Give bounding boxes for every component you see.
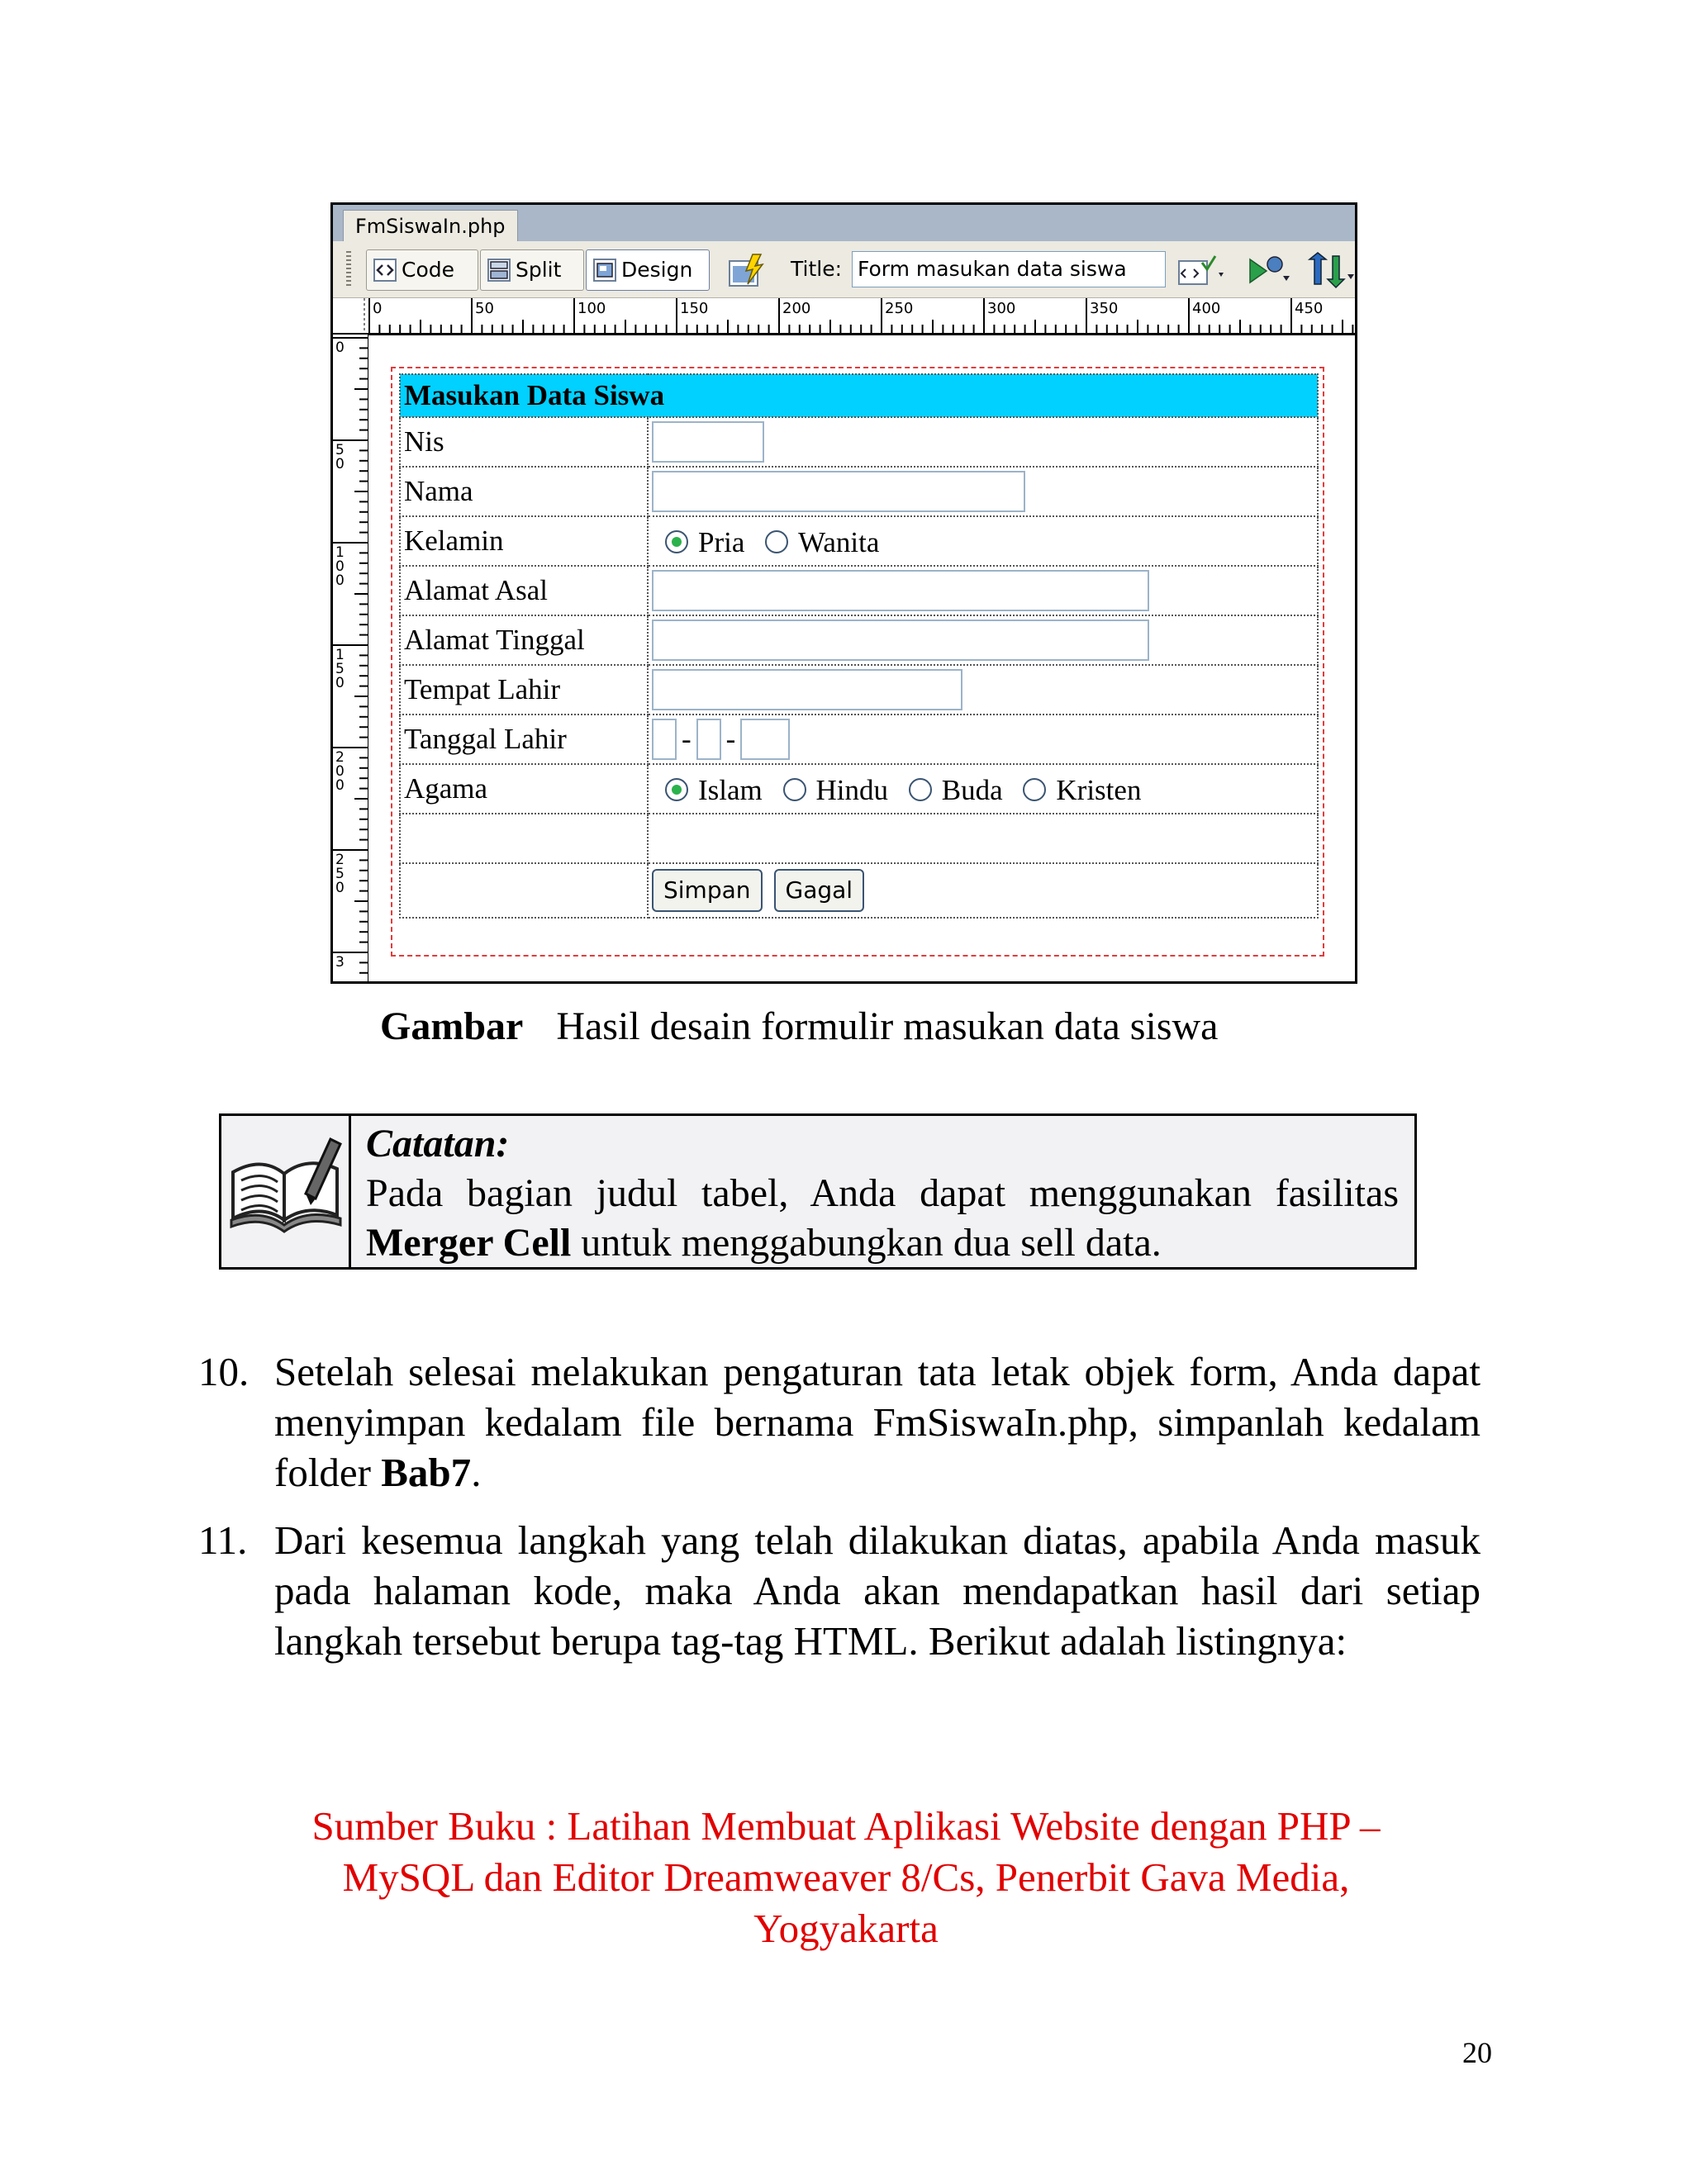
simpan-button[interactable]: Simpan <box>652 869 763 912</box>
form-row-tanggal-lahir <box>400 715 1318 764</box>
document-tab-bar <box>333 205 1355 241</box>
empty-cell <box>400 814 648 863</box>
form-row-nama <box>400 467 1318 516</box>
page-number: 20 <box>1462 2036 1492 2069</box>
caption-text: Hasil desain formulir masukan data siswa <box>556 1004 1219 1048</box>
tanggal-month-input[interactable] <box>696 719 721 760</box>
cell-alamat-asal <box>648 566 1318 615</box>
note-icon-cell <box>221 1116 351 1267</box>
label-alamat-tinggal: Alamat Tinggal <box>400 615 648 665</box>
preview-in-browser-icon[interactable] <box>1247 253 1295 287</box>
note-content <box>366 1119 1399 1268</box>
radio-hindu[interactable] <box>783 778 806 801</box>
step-text: Dari kesemua langkah yang telah dilakukan diatas, apabila Anda masuk pada halaman kode, maka Anda akan mendapatkan hasil dari setiap langkah tersebut berupa tag-tag HTML. Berikut adalah listingnya: <box>274 1517 1480 1664</box>
vruler-label-100: 100 <box>335 544 345 589</box>
radio-buda[interactable] <box>909 778 932 801</box>
ruler-label-100: 100 <box>577 300 606 317</box>
note-box <box>219 1113 1417 1270</box>
cell-tempat-lahir <box>648 665 1318 715</box>
note-bold-term: Merger Cell <box>366 1221 572 1265</box>
radio-kristen[interactable] <box>1023 778 1046 801</box>
cell-alamat-tinggal <box>648 615 1318 665</box>
step-number: 11. <box>198 1517 248 1563</box>
cell-buttons <box>648 863 1318 918</box>
cell-agama <box>648 764 1318 814</box>
radio-kristen-label: Kristen <box>1056 773 1142 806</box>
vruler-label-150: 150 <box>335 647 345 691</box>
code-view-label: Code <box>402 258 455 282</box>
source-line-2: MySQL dan Editor Dreamweaver 8/Cs, Penerbit Gava Media, <box>342 1854 1350 1900</box>
toolbar-grip[interactable] <box>346 251 351 287</box>
step-number: 10. <box>198 1349 250 1394</box>
ruler-label-0: 0 <box>373 300 383 317</box>
ruler-label-150: 150 <box>680 300 709 317</box>
vruler-label-300: 3 <box>335 954 345 971</box>
note-text-end: untuk menggabungkan dua sell data. <box>571 1221 1162 1265</box>
ruler-label-250: 250 <box>885 300 914 317</box>
form-header-row <box>400 374 1318 417</box>
cell-tanggal-lahir <box>648 715 1318 764</box>
document-toolbar <box>333 241 1355 298</box>
cell-kelamin <box>648 516 1318 566</box>
form-row-agama <box>400 764 1318 814</box>
code-view-button[interactable] <box>366 249 478 291</box>
split-view-icon <box>487 259 511 282</box>
live-view-icon[interactable] <box>728 253 766 289</box>
design-view-icon <box>593 259 616 282</box>
date-separator: - <box>725 723 736 755</box>
step-bold-folder: Bab7 <box>381 1450 472 1495</box>
radio-buda-label: Buda <box>941 773 1003 806</box>
vruler-label-50: 50 <box>335 442 345 472</box>
label-nama: Nama <box>400 467 648 516</box>
label-kelamin: Kelamin <box>400 516 648 566</box>
form-row-kelamin <box>400 516 1318 566</box>
page-title-input[interactable]: Form masukan data siswa <box>852 251 1166 287</box>
vruler-label-0: 0 <box>335 339 345 356</box>
source-line-3: Yogyakarta <box>753 1906 939 1951</box>
source-citation <box>0 1801 1692 1954</box>
tanggal-day-input[interactable] <box>652 719 677 760</box>
nis-input[interactable] <box>652 421 764 463</box>
vruler-label-250: 250 <box>335 852 345 896</box>
caption-label: Gambar <box>380 1004 524 1048</box>
horizontal-ruler <box>333 298 1355 335</box>
radio-islam[interactable] <box>665 778 688 801</box>
vertical-ruler <box>333 335 368 981</box>
note-title: Catatan: <box>366 1122 510 1166</box>
form-row-buttons <box>400 863 1318 918</box>
label-alamat-asal: Alamat Asal <box>400 566 648 615</box>
figure-caption <box>380 1004 1218 1049</box>
label-tanggal-lahir: Tanggal Lahir <box>400 715 648 764</box>
note-body <box>366 1169 1399 1268</box>
design-view-button[interactable] <box>586 249 710 291</box>
step-text-end: . <box>471 1450 482 1495</box>
ruler-label-50: 50 <box>475 300 494 317</box>
validate-markup-icon[interactable] <box>1177 253 1229 287</box>
vruler-label-200: 200 <box>335 749 345 794</box>
step-text <box>274 1346 1480 1498</box>
dreamweaver-screenshot <box>330 202 1357 984</box>
split-view-label: Split <box>516 258 562 282</box>
step-text-main: Setelah selesai melakukan pengaturan tata letak objek form, Anda dapat menyimpan kedalam file bernama FmSiswaIn.php, simpanlah kedalam folder <box>274 1349 1480 1495</box>
gagal-button[interactable]: Gagal <box>774 869 865 912</box>
form-row-alamat-tinggal <box>400 615 1318 665</box>
design-view-label: Design <box>621 258 693 282</box>
form-row-tempat-lahir <box>400 665 1318 715</box>
label-nis: Nis <box>400 417 648 467</box>
cell-nis <box>648 417 1318 467</box>
ruler-label-200: 200 <box>782 300 811 317</box>
code-view-icon <box>373 259 397 282</box>
radio-hindu-label: Hindu <box>815 773 889 806</box>
tempat-lahir-input[interactable] <box>652 669 962 710</box>
radio-pria-label: Pria <box>698 525 745 558</box>
title-label: Title: <box>791 257 842 281</box>
form-row-empty <box>400 814 1318 863</box>
alamat-tinggal-input[interactable] <box>652 620 1149 661</box>
label-agama: Agama <box>400 764 648 814</box>
form-row-nis <box>400 417 1318 467</box>
label-tempat-lahir: Tempat Lahir <box>400 665 648 715</box>
radio-wanita-label: Wanita <box>798 525 880 558</box>
empty-cell <box>648 814 1318 863</box>
nama-input[interactable] <box>652 471 1025 512</box>
tanggal-year-input[interactable] <box>740 719 790 760</box>
student-form-table <box>399 373 1319 919</box>
empty-cell <box>400 863 648 918</box>
ruler-label-350: 350 <box>1090 300 1119 317</box>
ruler-label-450: 450 <box>1295 300 1324 317</box>
ruler-label-400: 400 <box>1192 300 1221 317</box>
radio-pria[interactable] <box>665 530 688 553</box>
ruler-label-300: 300 <box>987 300 1016 317</box>
file-tab[interactable]: FmSiswaIn.php <box>343 210 518 242</box>
alamat-asal-input[interactable] <box>652 570 1149 611</box>
radio-islam-label: Islam <box>698 773 763 806</box>
note-text: Pada bagian judul tabel, Anda dapat menggunakan fasilitas <box>366 1171 1399 1215</box>
form-heading: Masukan Data Siswa <box>400 374 1318 417</box>
open-book-pen-icon <box>225 1123 349 1246</box>
split-view-button[interactable] <box>480 249 584 291</box>
source-line-1: Sumber Buku : Latihan Membuat Aplikasi Website dengan PHP – <box>311 1803 1381 1849</box>
date-separator: - <box>682 723 692 755</box>
cell-nama <box>648 467 1318 516</box>
radio-wanita[interactable] <box>765 530 788 553</box>
file-management-icon[interactable] <box>1306 251 1357 289</box>
form-row-alamat-asal <box>400 566 1318 615</box>
